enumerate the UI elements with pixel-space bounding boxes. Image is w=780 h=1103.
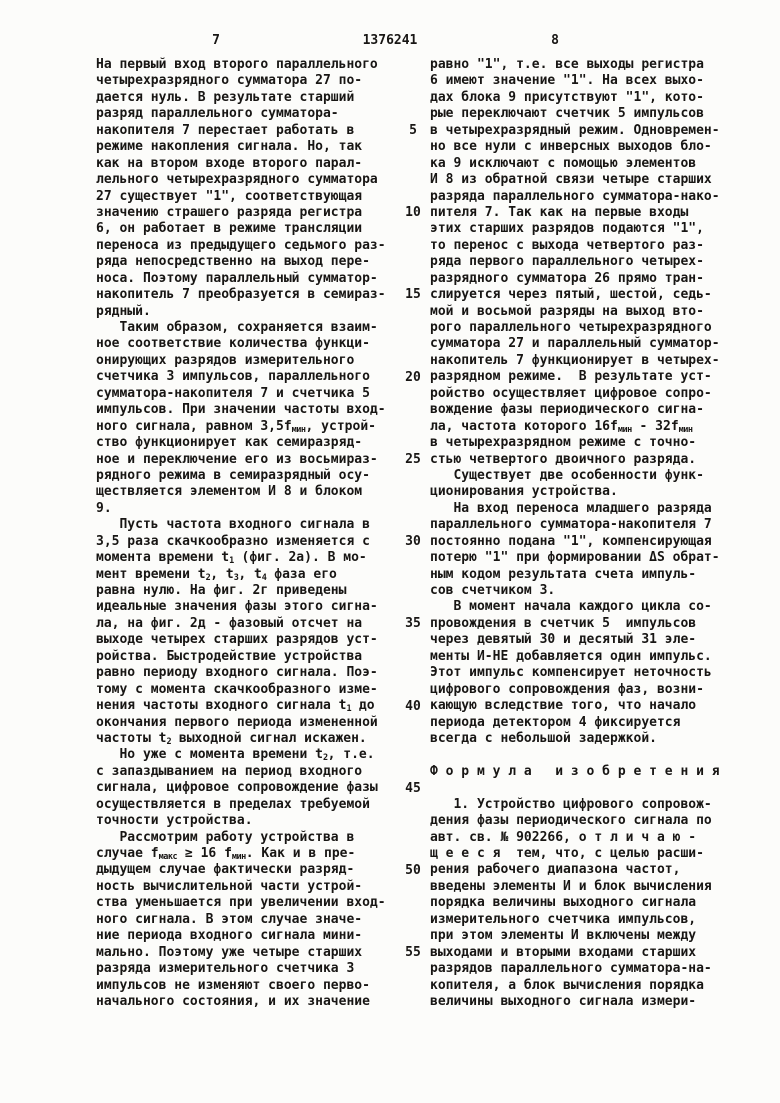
text-line: рого параллельного четырехразрядного <box>430 320 712 335</box>
left-column-text <box>96 57 396 1010</box>
text-line: режиме накопления сигнала. Но, так <box>96 139 363 155</box>
text-line: с запаздыванием на период входного <box>96 763 363 779</box>
text-line: введены элементы И и блок вычисления <box>430 878 712 894</box>
text-line: ного сигнала. В этом случае значе- <box>96 911 363 927</box>
text-line: 6 имеют значение "1". На всех выхо- <box>430 73 704 89</box>
text-line: мой и восьмой разряды на выход вто- <box>430 303 704 319</box>
text-line: сов счетчиком 3. <box>430 583 556 598</box>
right-column-text <box>430 57 726 1010</box>
text-line: слируется через пятый, шестой, седь- <box>430 287 712 303</box>
text-line: через девятый 30 и десятый 31 эле- <box>430 632 697 648</box>
text-line: периода детектором 4 фиксируется <box>430 714 681 730</box>
text-line: параллельного сумматора-накопителя 7 <box>430 517 712 533</box>
text-line: ройства. Быстродействие устройства <box>96 648 363 664</box>
text-line: ряда непосредственно на выход пере- <box>96 254 370 270</box>
text-line: авт. св. № 902266, о т л и ч а ю - <box>430 829 697 845</box>
text-line: этих старших разрядов подаются "1", <box>430 221 704 237</box>
text-line: разрядного сумматора 26 прямо тран- <box>430 270 704 286</box>
text-line: вождение фазы периодического сигна- <box>430 402 704 418</box>
line-number: 30 <box>405 534 421 550</box>
text-line: разряд параллельного сумматора- <box>96 106 339 122</box>
text-line: всегда с небольшой задержкой. <box>430 730 657 746</box>
text-line: В момент начала каждого цикла со- <box>430 599 712 615</box>
text-line: как на втором входе второго парал- <box>96 155 363 171</box>
text-line: в четырехразрядном режиме с точно- <box>430 435 697 451</box>
text-line: дения фазы периодического сигнала по <box>430 813 712 829</box>
text-line: Пусть частота входного сигнала в <box>96 517 370 533</box>
text-line: Рассмотрим работу устройства в <box>96 829 355 845</box>
text-line: ное соответствие количества функци- <box>96 336 370 352</box>
text-line: 6, он работает в режиме трансляции <box>96 221 363 237</box>
text-line: ряда первого параллельного четырех- <box>430 254 704 270</box>
text-line <box>430 780 726 796</box>
text-line: щ е е с я тем, что, с целью расши- <box>430 846 704 861</box>
text-line: мально. Поэтому уже четыре старших <box>96 944 363 960</box>
text-line: выходами и вторыми входами старших <box>430 944 697 960</box>
text-line: пителя 7. Так как на первые входы <box>430 204 689 220</box>
text-line: случае $f_{макс} \ge 16$ $f_{мин}$. Как и в пре- <box>96 846 356 862</box>
line-number: 5 <box>409 122 417 138</box>
text-line: импульсов. При значении частоты вход- <box>96 402 386 418</box>
line-number: 45 <box>405 780 421 796</box>
document-body <box>96 57 726 1010</box>
text-line: рядный. <box>96 303 151 319</box>
text-line: осуществляется в пределах требуемой <box>96 796 370 812</box>
text-line: четырехразрядного сумматора 27 по- <box>96 73 363 89</box>
text-line: окончания первого периода измененной <box>96 714 378 730</box>
text-line: дах блока 9 присутствуют "1", кото- <box>430 89 704 105</box>
text-line: равно периоду входного сигнала. Поэ- <box>96 665 378 681</box>
text-line: 9. <box>96 500 112 516</box>
text-line: кающую вследствие того, что начало <box>430 698 697 714</box>
text-line: при этом элементы И включены между <box>430 928 697 944</box>
text-line: рения рабочего диапазона частот, <box>430 862 681 878</box>
text-line: дыдущем случае фактически разряд- <box>96 862 355 878</box>
text-line: 27 существует "1", соответствующая <box>96 188 363 204</box>
text-line: ла, на фиг. 2д - фазовый отсчет на <box>96 615 363 631</box>
text-line: носа. Поэтому параллельный сумматор- <box>96 270 378 286</box>
text-line: момента времени $t_1$ (фиг. 2а). В мо- <box>96 550 367 567</box>
line-number: 20 <box>405 369 421 385</box>
text-line: Но уже с момента времени $t_2$, т.е. <box>96 747 375 764</box>
text-line: онирующих разрядов измерительного <box>96 352 355 368</box>
text-line: провождения в счетчик 5 импульсов <box>430 615 697 631</box>
text-line: ройство осуществляет цифровое сопро- <box>430 385 712 401</box>
text-line: частоты $t_2$ выходной сигнал искажен. <box>96 730 367 747</box>
text-line: копителя, а блок вычисления порядка <box>430 977 704 993</box>
text-line: ществляется элементом И 8 и блоком <box>96 484 363 500</box>
text-line: 3,5 раза скачкообразно изменяется с <box>96 533 370 549</box>
text-line: выходе четырех старших разрядов уст- <box>96 632 378 648</box>
text-line: ние периода входного сигнала мини- <box>96 928 363 944</box>
text-line: точности устройства. <box>96 813 253 829</box>
text-line: равна нулю. На фиг. 2г приведены <box>96 583 347 598</box>
text-line: рые переключают счетчик 5 импульсов <box>430 106 704 122</box>
line-number: 55 <box>405 945 421 961</box>
text-line: Этот импульс компенсирует неточность <box>430 665 712 681</box>
line-number: 25 <box>405 451 421 467</box>
text-line: в четырехразрядный режим. Одновремен- <box>430 122 720 138</box>
page-header <box>0 33 780 53</box>
text-line: счетчика 3 импульсов, параллельного <box>96 369 370 385</box>
text-line: разрядном режиме. В результате уст- <box>430 369 712 385</box>
line-number: 10 <box>405 205 421 221</box>
text-line: сигнала, цифровое сопровождение фазы <box>96 780 378 796</box>
text-line: И 8 из обратной связи четыре старших <box>430 172 712 188</box>
text-line: Существует две особенности функ- <box>430 467 704 483</box>
text-line: переноса из предыдущего седьмого раз- <box>96 237 386 253</box>
text-line: нения частоты входного сигнала $t_1$ до <box>96 698 375 715</box>
text-line: ство функционирует как семиразряд- <box>96 435 363 451</box>
text-line: ность вычислительной части устрой- <box>96 878 363 894</box>
right-page-number: 8 <box>551 33 559 48</box>
text-line: Ф о р м у л а и з о б р е т е н и я <box>430 763 720 779</box>
text-line: накопителя 7 перестает работать в <box>96 122 355 138</box>
text-line: сумматора 27 и параллельный сумматор- <box>430 336 720 352</box>
text-line: импульсов не изменяют своего перво- <box>96 977 370 993</box>
patent-number: 1376241 <box>362 33 418 48</box>
text-line: стью четвертого двоичного разряда. <box>430 451 697 467</box>
text-line: измерительного счетчика импульсов, <box>430 911 697 927</box>
text-line: рядного режима в семиразрядный осу- <box>96 467 370 483</box>
text-line: разряда измерительного счетчика 3 <box>96 961 355 977</box>
text-line: менты И-НЕ добавляется один импульс. <box>430 648 712 664</box>
text-line: порядка величины выходного сигнала <box>430 895 697 911</box>
text-line: но все нули с инверсных выходов бло- <box>430 139 712 155</box>
text-line: ционирования устройства. <box>430 484 618 500</box>
text-line: накопитель 7 преобразуется в семираз- <box>96 287 386 303</box>
text-line: то перенос с выхода четвертого раз- <box>430 237 704 253</box>
line-number-gutter <box>396 57 430 1010</box>
text-line <box>430 747 726 763</box>
line-number: 50 <box>405 863 421 879</box>
text-line: На первый вход второго параллельного <box>96 57 378 72</box>
line-number: 35 <box>405 616 421 632</box>
text-line: равно "1", т.е. все выходы регистра <box>430 57 704 72</box>
text-line: ла, частота которого $16f_{мин} - 32f_{мин}$ <box>430 418 693 435</box>
text-line: потерю "1" при формировании ΔS обрат- <box>430 550 720 566</box>
text-line: сумматора-накопителя 7 и счетчика 5 <box>96 385 370 401</box>
left-page-number: 7 <box>212 33 220 48</box>
text-line: Таким образом, сохраняется взаим- <box>96 320 378 335</box>
text-line: разряда параллельного сумматора-нако- <box>430 188 720 204</box>
text-line: лельного четырехразрядного сумматора <box>96 172 378 188</box>
text-line: 1. Устройство цифрового сопровож- <box>430 796 712 812</box>
text-line: На вход переноса младшего разряда <box>430 500 712 516</box>
text-line: величины выходного сигнала измери- <box>430 993 697 1009</box>
text-line: разрядов параллельного сумматора-на- <box>430 961 712 977</box>
line-number: 40 <box>405 698 421 714</box>
text-line: накопитель 7 функционирует в четырех- <box>430 352 720 368</box>
text-line: ное и переключение его из восьмираз- <box>96 451 378 467</box>
text-line: мент времени $t_2$, $t_3$, $t_4$ фаза его <box>96 566 337 583</box>
text-line: ным кодом результата счета импуль- <box>430 566 697 582</box>
text-line: тому с момента скачкообразного изме- <box>96 681 378 697</box>
text-line: начального состояния, и их значение <box>96 993 370 1009</box>
line-number: 15 <box>405 287 421 303</box>
text-line: ка 9 исключают с помощью элементов <box>430 155 697 171</box>
text-line: цифрового сопровождения фаз, возни- <box>430 681 704 697</box>
text-line: ства уменьшается при увеличении вход- <box>96 895 386 911</box>
text-line: значению страшего разряда регистра <box>96 204 363 220</box>
text-line: постоянно подана "1", компенсирующая <box>430 533 712 549</box>
text-line: идеальные значения фазы этого сигна- <box>96 599 378 615</box>
text-line: ного сигнала, равном $3,5f_{мин}$, устрой- <box>96 418 376 435</box>
text-line: дается нуль. В результате старший <box>96 89 355 105</box>
